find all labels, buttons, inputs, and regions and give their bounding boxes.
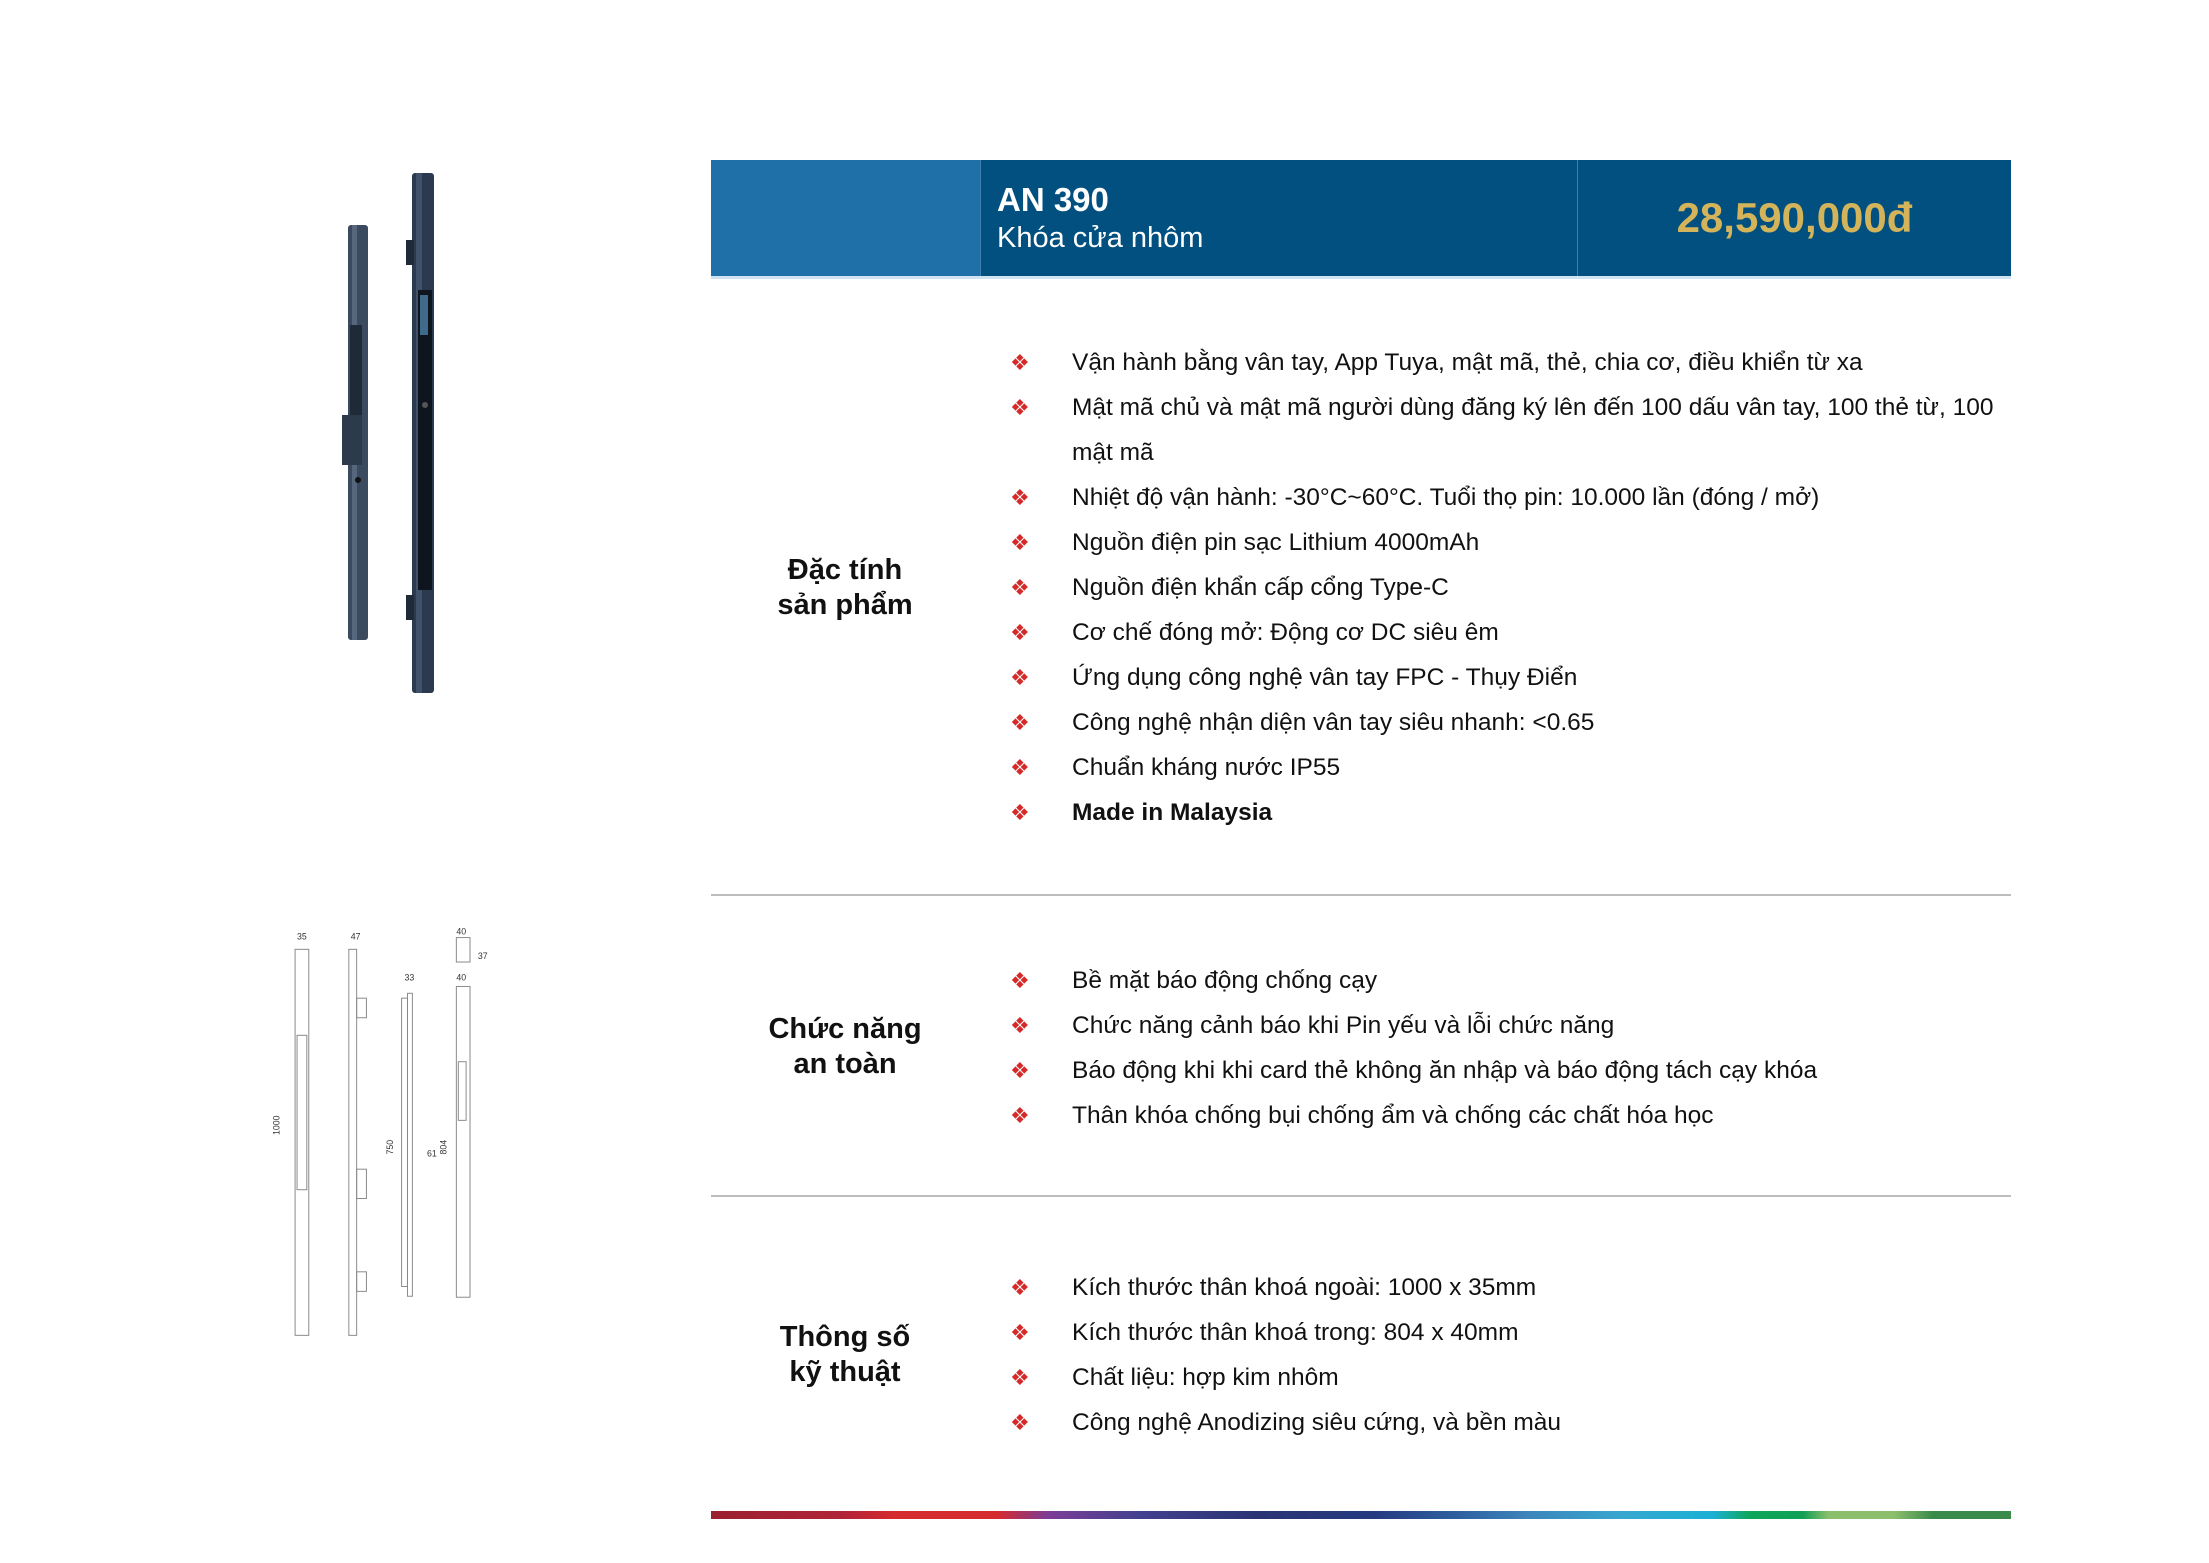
list-item [1010,700,2000,745]
list-item [1010,655,2000,700]
features-list [1010,340,2000,835]
diamond-bullet-icon: ❖ [1010,1320,1030,1345]
diamond-bullet-icon: ❖ [1010,1013,1030,1038]
label-line: Đặc tính [787,554,903,586]
section-label-specs [715,1320,975,1390]
section-label-safety [715,1012,975,1082]
list-item [1010,1093,2000,1138]
list-item-text: Bề mặt báo động chống cạy [1072,967,1378,994]
model-name: AN 390 [997,181,1109,218]
diamond-bullet-icon: ❖ [1010,800,1030,825]
label-line: sản phẩm [777,589,913,621]
list-item [1010,1400,2000,1445]
dim-750: 750 [384,1139,395,1155]
list-item-text: Công nghệ nhận diện vân tay siêu nhanh: <0.65 [1072,709,1595,736]
product-image [330,165,450,700]
diamond-bullet-icon: ❖ [1010,350,1030,375]
diamond-bullet-icon: ❖ [1010,755,1030,780]
label-line: Chức năng [768,1013,922,1045]
dim-61: 61 [427,1148,437,1159]
product-header [711,160,2011,279]
list-item-text: Kích thước thân khoá ngoài: 1000 x 35mm [1072,1274,1537,1301]
diamond-bullet-icon: ❖ [1010,575,1030,600]
list-item-text: Chuẩn kháng nước IP55 [1072,754,1341,781]
color-stripe [711,1511,2011,1519]
list-item [1010,958,2000,1003]
list-item-text: Nguồn điện pin sạc Lithium 4000mAh [1072,529,1480,556]
diamond-bullet-icon: ❖ [1010,485,1030,510]
list-item-text: Mật mã chủ và mật mã người dùng đăng ký lên đến 100 dấu vân tay, 100 thẻ từ, 100 mật mã [1072,394,1994,466]
diamond-bullet-icon: ❖ [1010,530,1030,555]
list-item [1010,790,2000,835]
list-item-text: Vận hành bằng vân tay, App Tuya, mật mã, thẻ, chia cơ, điều khiển từ xa [1072,349,1863,376]
dim-40: 40 [456,972,467,983]
header-title-block [980,160,1577,276]
label-line: Thông số [779,1321,911,1353]
technical-drawing [265,920,505,1350]
dim-804: 804 [438,1139,449,1155]
list-item [1010,610,2000,655]
label-line: an toàn [793,1048,897,1080]
list-item-text: Chất liệu: hợp kim nhôm [1072,1364,1339,1391]
list-item-text: Kích thước thân khoá trong: 804 x 40mm [1072,1319,1519,1346]
list-item [1010,1003,2000,1048]
dim-40-top: 40 [456,926,467,937]
label-line: kỹ thuật [789,1356,901,1388]
list-item [1010,1310,2000,1355]
list-item-text: Nhiệt độ vận hành: -30°C~60°C. Tuổi thọ pin: 10.000 lần (đóng / mở) [1072,484,1820,511]
diamond-bullet-icon: ❖ [1010,1365,1030,1390]
list-item-text: Công nghệ Anodizing siêu cứng, và bền màu [1072,1409,1562,1436]
diamond-bullet-icon: ❖ [1010,710,1030,735]
list-item [1010,475,2000,520]
price-block [1577,160,2011,276]
header-accent [711,160,980,276]
list-item-text: Made in Malaysia [1072,799,1273,826]
divider [711,894,2011,896]
list-item [1010,565,2000,610]
list-item [1010,1265,2000,1310]
list-item [1010,340,2000,385]
dim-1000: 1000 [271,1115,282,1135]
list-item-text: Chức năng cảnh báo khi Pin yếu và lỗi chức năng [1072,1012,1615,1039]
list-item [1010,1355,2000,1400]
list-item-text: Nguồn điện khẩn cấp cổng Type-C [1072,574,1449,601]
divider [711,1195,2011,1197]
diamond-bullet-icon: ❖ [1010,395,1030,420]
list-item [1010,1048,2000,1093]
dim-35: 35 [297,931,307,942]
safety-list [1010,958,2000,1138]
dim-33: 33 [404,972,415,983]
product-subtitle: Khóa cửa nhôm [997,222,1204,254]
price: 28,590,000đ [1676,194,1913,241]
diamond-bullet-icon: ❖ [1010,1058,1030,1083]
list-item [1010,745,2000,790]
list-item [1010,520,2000,565]
section-label-features [715,553,975,623]
diamond-bullet-icon: ❖ [1010,1103,1030,1128]
dim-37: 37 [477,951,488,962]
diamond-bullet-icon: ❖ [1010,1410,1030,1435]
diamond-bullet-icon: ❖ [1010,620,1030,645]
list-item [1010,385,2000,475]
diamond-bullet-icon: ❖ [1010,1275,1030,1300]
diamond-bullet-icon: ❖ [1010,968,1030,993]
list-item-text: Cơ chế đóng mở: Động cơ DC siêu êm [1072,619,1499,646]
dim-47: 47 [350,931,361,942]
list-item-text: Ứng dụng công nghệ vân tay FPC - Thụy Điển [1072,664,1578,691]
specs-list [1010,1265,2000,1445]
diamond-bullet-icon: ❖ [1010,665,1030,690]
list-item-text: Báo động khi khi card thẻ không ăn nhập và báo động tách cạy khóa [1072,1057,1818,1084]
list-item-text: Thân khóa chống bụi chống ẩm và chống các chất hóa học [1072,1102,1714,1129]
